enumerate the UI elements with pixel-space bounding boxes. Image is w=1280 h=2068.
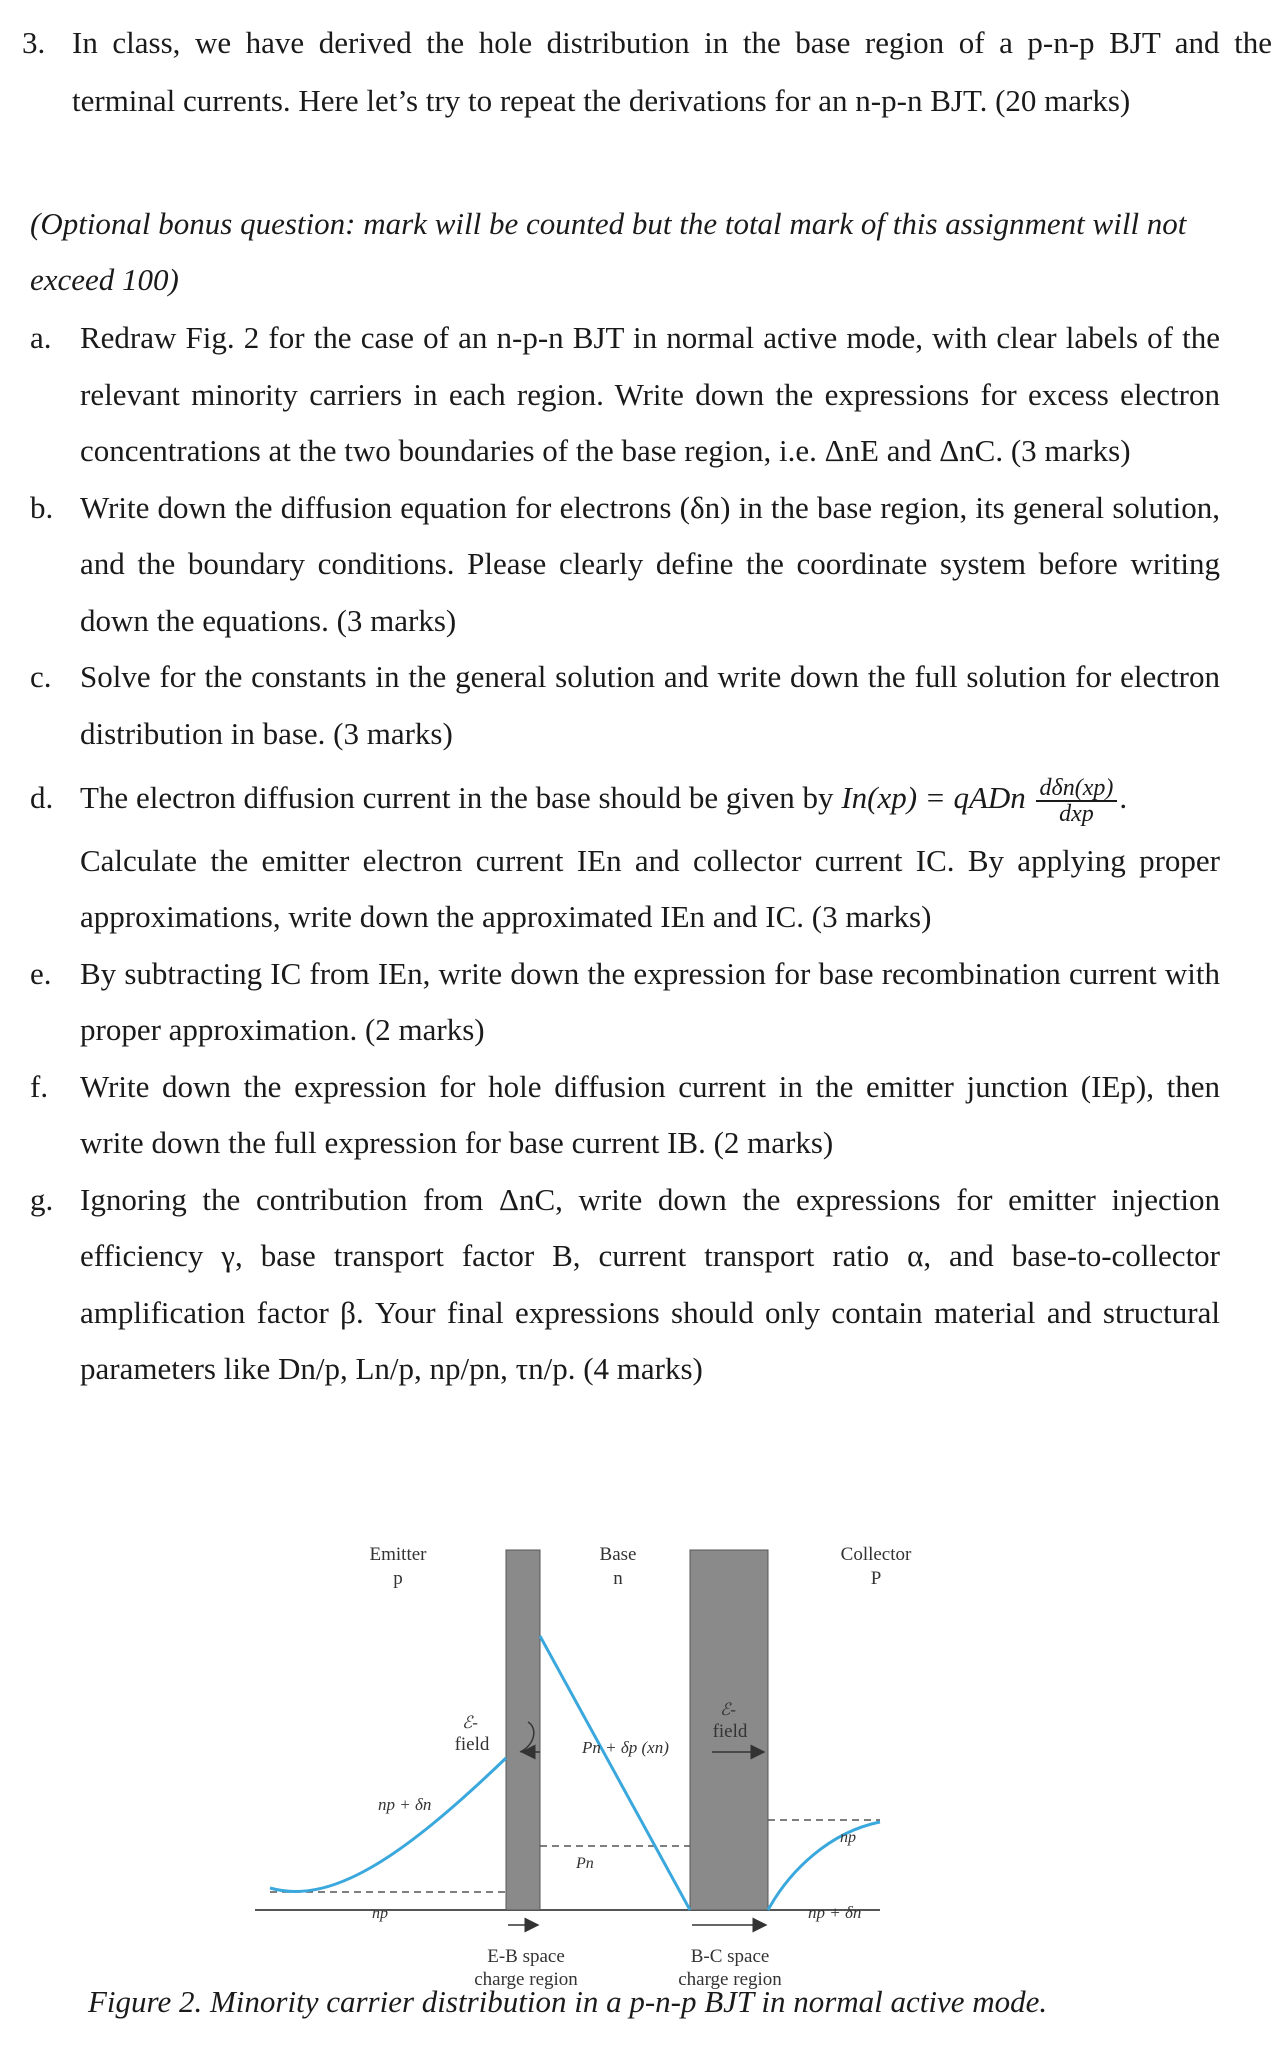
collector-type: P xyxy=(870,1568,882,1589)
sub-question-c xyxy=(30,649,1220,762)
base-carrier-curve xyxy=(540,1636,690,1910)
bc-field-symbol: ℰ- xyxy=(720,1700,736,1719)
sub-question-text: Write down the expression for hole diffusion current in the emitter junction (IEp), then write down the full expression for base current IB. (2 marks) xyxy=(80,1068,1220,1160)
sub-question-a xyxy=(30,310,1220,480)
sub-question-label: d. xyxy=(30,780,54,815)
current-equation: In(xp) = qADn xyxy=(841,780,1026,815)
question-line-1: In class, we have derived the hole distribution in the base region of a p-n-p BJT and the xyxy=(72,25,1272,60)
sub-question-label: f. xyxy=(30,1068,49,1104)
sub-question-text-before: The electron diffusion current in the base should be given by xyxy=(80,780,834,815)
emitter-eq-label: np xyxy=(372,1905,388,1922)
sub-question-label: c. xyxy=(30,659,52,694)
base-label: Base xyxy=(599,1544,637,1565)
sub-question-text: Redraw Fig. 2 for the case of an n-p-n BJT in normal active mode, with clear labels of the relevant minority carriers in each region. Write down the expressions for excess electron concentrations at the two boundaries of the base region, i.e. ΔnE and ΔnC. (3 marks) xyxy=(80,320,1220,468)
eb-region-label-line1: E-B space xyxy=(487,1946,565,1967)
sub-question-text: By subtracting IC from IEn, write down the expression for base recombination current with proper approximation. (2 marks) xyxy=(80,955,1220,1047)
collector-carrier-curve xyxy=(768,1822,880,1910)
sub-question-label: g. xyxy=(30,1181,54,1217)
figure-2 xyxy=(0,1490,1280,2010)
collector-label: Collector xyxy=(840,1544,912,1565)
sub-question-text: Ignoring the contribution from ΔnC, write down the expressions for emitter injection efficiency γ, base transport factor B, current transport ratio α, and base-to-collector amplification factor β. Your final expressions should only contain material and structural parameters like Dn/p, Ln/p, np/pn, τn/p. (4 marks) xyxy=(80,1181,1220,1386)
sub-question-label: b. xyxy=(30,489,54,525)
sub-question-label: e. xyxy=(30,955,52,991)
sub-question-b xyxy=(30,480,1220,650)
sub-question-text-after: Calculate the emitter electron current IEn and collector current IC. By applying proper approximations, write down the approximated IEn and IC. (3 marks) xyxy=(80,842,1220,934)
emitter-type: p xyxy=(393,1568,403,1589)
eb-region-label-line2: charge region xyxy=(474,1969,578,1990)
sub-question-list xyxy=(30,310,1220,1398)
minority-carrier-diagram xyxy=(0,1490,1280,1990)
bc-region-label-line2: charge region xyxy=(678,1969,782,1990)
eb-field-word: field xyxy=(454,1734,490,1755)
derivative-fraction xyxy=(1036,776,1118,826)
sub-question-g xyxy=(30,1172,1220,1398)
question-line-2: terminal currents. Here let’s try to repeat the derivations for an n-p-n BJT. (20 marks) xyxy=(72,83,1131,118)
emitter-carrier-curve xyxy=(270,1758,506,1892)
sub-question-d xyxy=(30,762,1220,946)
collector-excess-label: np + δn xyxy=(808,1903,862,1922)
sub-question-f xyxy=(30,1059,1220,1172)
bc-region-label-line1: B-C space xyxy=(690,1946,770,1967)
bonus-note: (Optional bonus question: mark will be counted but the total mark of this assignment will not exceed 100) xyxy=(30,206,1187,297)
eb-space-charge-bar xyxy=(506,1550,540,1910)
question-number: 3. xyxy=(22,25,46,60)
sub-question-text: Solve for the constants in the general solution and write down the full solution for electron distribution in base. (3 marks) xyxy=(80,659,1220,751)
collector-eq-label: np xyxy=(840,1829,856,1846)
eb-field-symbol: ℰ- xyxy=(462,1713,478,1732)
sub-question-label: a. xyxy=(30,320,52,355)
bc-field-word: field xyxy=(712,1721,748,1742)
sub-question-e xyxy=(30,946,1220,1059)
emitter-excess-label: np + δn xyxy=(378,1795,432,1814)
figure-caption: Figure 2. Minority carrier distribution in a p-n-p BJT in normal active mode. xyxy=(88,1984,1048,2019)
emitter-label: Emitter xyxy=(369,1544,427,1565)
sub-question-text: The electron diffusion current in the base should be given by In(xp) = qADn $\frac{\text{dδn(xp)}}{\text{dxp}}$ . Calculate the emitter electron current IEn and collector current IC. By applying proper approximations, write down the approximated IEn and IC. (3 marks) xyxy=(80,770,1220,946)
fraction-denominator: dxp xyxy=(1059,800,1094,827)
fraction-numerator: dδn(xp) xyxy=(1036,776,1118,802)
base-eq-label: Pn xyxy=(576,1855,594,1872)
base-type: n xyxy=(613,1568,623,1589)
sub-question-text: Write down the diffusion equation for electrons (δn) in the base region, its general solution, and the boundary conditions. Please clearly define the coordinate system before writing down the equations. (3 marks) xyxy=(80,489,1220,638)
base-excess-label: Pn + δp (xn) xyxy=(582,1738,669,1757)
